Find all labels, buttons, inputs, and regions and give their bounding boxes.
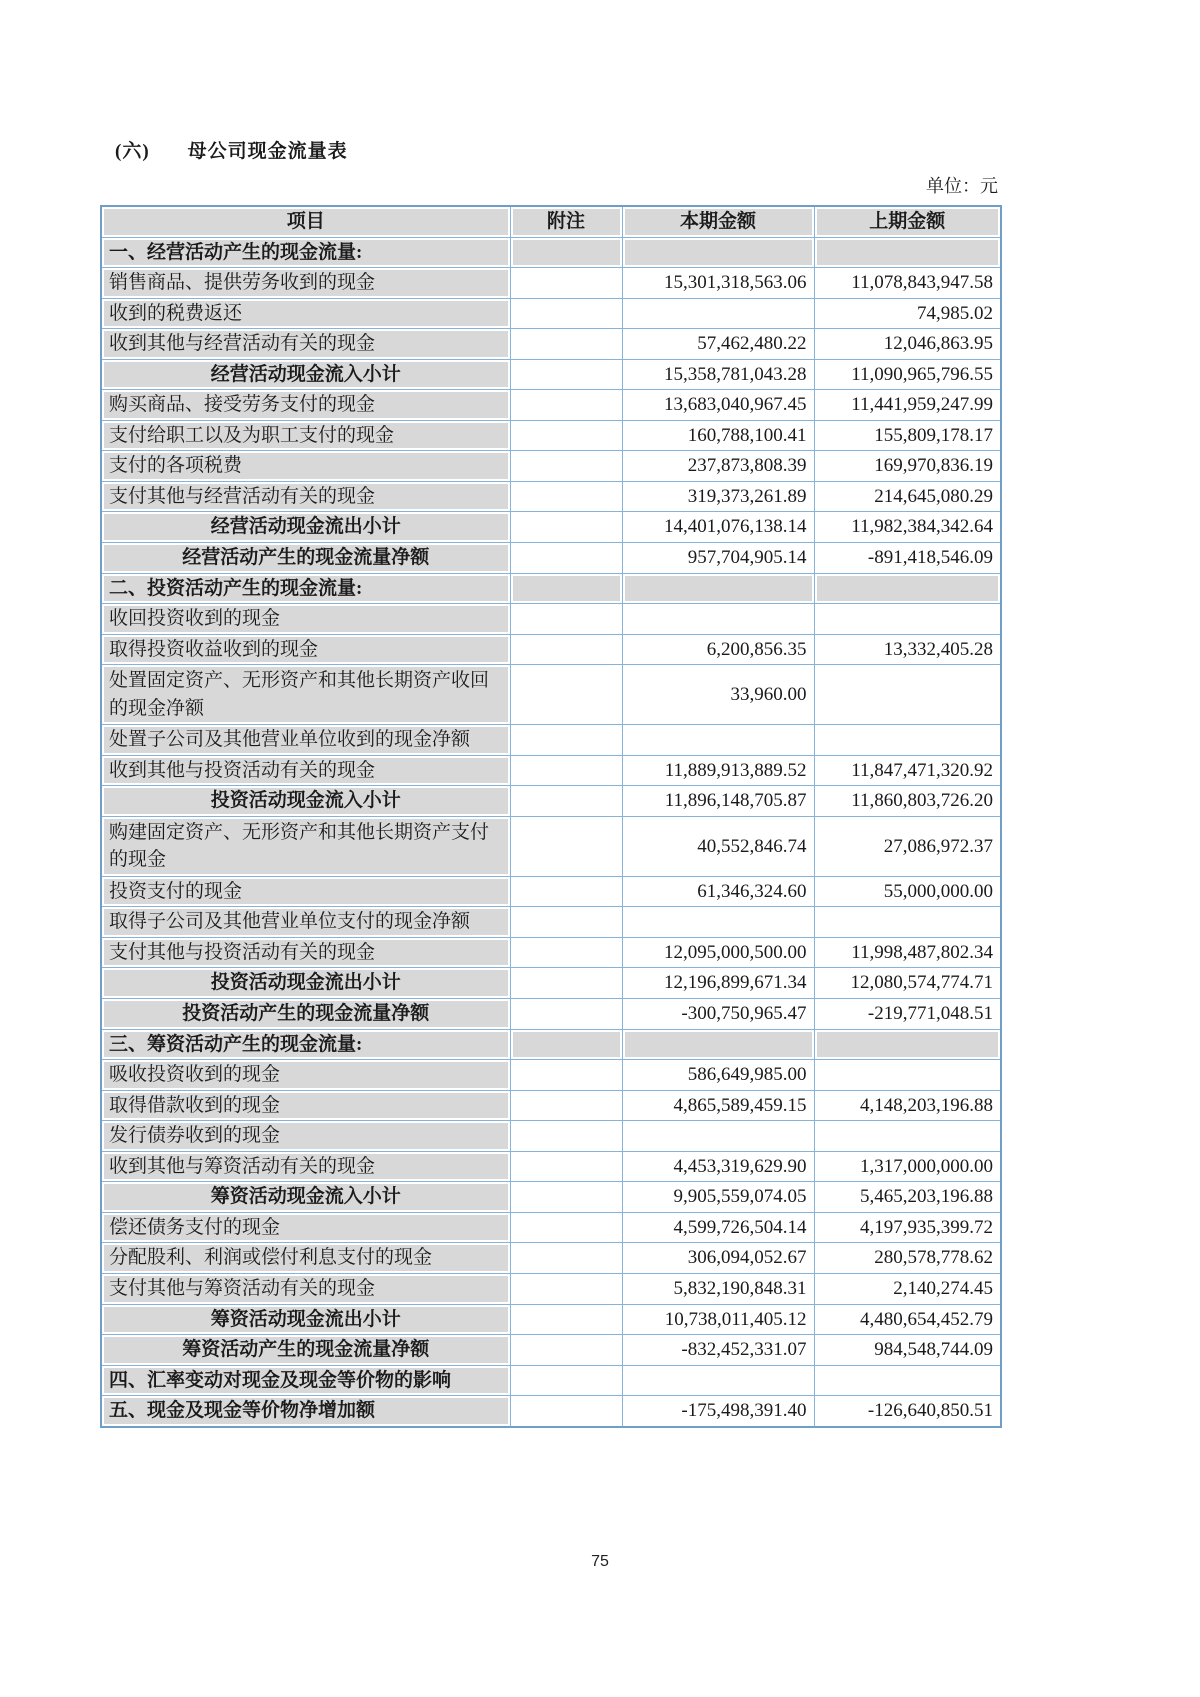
item-cell: 购建固定资产、无形资产和其他长期资产支付的现金	[101, 816, 510, 876]
table-row	[101, 999, 1001, 1030]
current-amount-cell: 586,649,985.00	[622, 1060, 814, 1091]
current-amount-cell	[622, 298, 814, 329]
table-row	[101, 786, 1001, 817]
table-row	[101, 481, 1001, 512]
current-amount-cell: 5,832,190,848.31	[622, 1273, 814, 1304]
current-amount-cell	[622, 1029, 814, 1060]
current-amount-cell: 9,905,559,074.05	[622, 1182, 814, 1213]
prior-amount-cell: 155,809,178.17	[814, 420, 1001, 451]
note-cell	[510, 1090, 622, 1121]
current-amount-cell: 57,462,480.22	[622, 329, 814, 360]
table-row	[101, 1182, 1001, 1213]
table-row	[101, 755, 1001, 786]
header-current-period: 本期金额	[622, 206, 814, 237]
note-cell	[510, 298, 622, 329]
note-cell	[510, 999, 622, 1030]
current-amount-cell: 306,094,052.67	[622, 1243, 814, 1274]
prior-amount-cell: 984,548,744.09	[814, 1335, 1001, 1366]
item-cell: 取得子公司及其他营业单位支付的现金净额	[101, 907, 510, 938]
current-amount-cell	[622, 1121, 814, 1152]
prior-amount-cell: 12,080,574,774.71	[814, 968, 1001, 999]
note-cell	[510, 359, 622, 390]
note-cell	[510, 1273, 622, 1304]
header-prior-period: 上期金额	[814, 206, 1001, 237]
note-cell	[510, 481, 622, 512]
current-amount-cell	[622, 1365, 814, 1396]
prior-amount-cell	[814, 1365, 1001, 1396]
table-row	[101, 1212, 1001, 1243]
item-cell: 处置固定资产、无形资产和其他长期资产收回的现金净额	[101, 665, 510, 725]
note-cell	[510, 1365, 622, 1396]
table-row	[101, 359, 1001, 390]
item-cell: 四、汇率变动对现金及现金等价物的影响	[101, 1365, 510, 1396]
item-cell: 收到其他与投资活动有关的现金	[101, 755, 510, 786]
table-row	[101, 968, 1001, 999]
note-cell	[510, 1243, 622, 1274]
current-amount-cell: 4,865,589,459.15	[622, 1090, 814, 1121]
prior-amount-cell: 4,197,935,399.72	[814, 1212, 1001, 1243]
note-cell	[510, 634, 622, 665]
table-row	[101, 1243, 1001, 1274]
prior-amount-cell	[814, 907, 1001, 938]
table-header-row	[101, 206, 1001, 237]
item-cell: 销售商品、提供劳务收到的现金	[101, 268, 510, 299]
prior-amount-cell	[814, 573, 1001, 604]
current-amount-cell: 12,095,000,500.00	[622, 937, 814, 968]
table-row	[101, 237, 1001, 268]
table-row	[101, 876, 1001, 907]
prior-amount-cell	[814, 725, 1001, 756]
prior-amount-cell	[814, 1029, 1001, 1060]
prior-amount-cell	[814, 237, 1001, 268]
table-row	[101, 1090, 1001, 1121]
note-cell	[510, 1060, 622, 1091]
table-row	[101, 1060, 1001, 1091]
item-cell: 支付给职工以及为职工支付的现金	[101, 420, 510, 451]
prior-amount-cell: 11,982,384,342.64	[814, 512, 1001, 543]
current-amount-cell	[622, 573, 814, 604]
item-cell: 支付其他与经营活动有关的现金	[101, 481, 510, 512]
prior-amount-cell: 11,847,471,320.92	[814, 755, 1001, 786]
prior-amount-cell: 11,441,959,247.99	[814, 390, 1001, 421]
note-cell	[510, 237, 622, 268]
note-cell	[510, 816, 622, 876]
current-amount-cell: 319,373,261.89	[622, 481, 814, 512]
table-row	[101, 573, 1001, 604]
header-item: 项目	[101, 206, 510, 237]
current-amount-cell: -300,750,965.47	[622, 999, 814, 1030]
current-amount-cell: 61,346,324.60	[622, 876, 814, 907]
item-cell: 筹资活动现金流入小计	[101, 1182, 510, 1213]
prior-amount-cell	[814, 665, 1001, 725]
item-cell: 购买商品、接受劳务支付的现金	[101, 390, 510, 421]
item-cell: 五、现金及现金等价物净增加额	[101, 1396, 510, 1427]
current-amount-cell: 4,599,726,504.14	[622, 1212, 814, 1243]
table-row	[101, 329, 1001, 360]
current-amount-cell: 12,196,899,671.34	[622, 968, 814, 999]
item-cell: 筹资活动产生的现金流量净额	[101, 1335, 510, 1366]
section-number: (六)	[115, 141, 150, 162]
note-cell	[510, 1151, 622, 1182]
prior-amount-cell	[814, 604, 1001, 635]
note-cell	[510, 604, 622, 635]
table-row	[101, 1365, 1001, 1396]
table-row	[101, 1335, 1001, 1366]
table-row	[101, 298, 1001, 329]
item-cell: 三、筹资活动产生的现金流量:	[101, 1029, 510, 1060]
item-cell: 投资活动产生的现金流量净额	[101, 999, 510, 1030]
statement-title: 母公司现金流量表	[187, 141, 348, 162]
note-cell	[510, 907, 622, 938]
prior-amount-cell: 74,985.02	[814, 298, 1001, 329]
prior-amount-cell: 27,086,972.37	[814, 816, 1001, 876]
note-cell	[510, 937, 622, 968]
table-row	[101, 907, 1001, 938]
table-row	[101, 1396, 1001, 1427]
current-amount-cell: -175,498,391.40	[622, 1396, 814, 1427]
item-cell: 投资活动现金流出小计	[101, 968, 510, 999]
note-cell	[510, 573, 622, 604]
prior-amount-cell: 11,860,803,726.20	[814, 786, 1001, 817]
prior-amount-cell: 11,078,843,947.58	[814, 268, 1001, 299]
item-cell: 取得借款收到的现金	[101, 1090, 510, 1121]
prior-amount-cell: 13,332,405.28	[814, 634, 1001, 665]
note-cell	[510, 390, 622, 421]
prior-amount-cell: 280,578,778.62	[814, 1243, 1001, 1274]
item-cell: 取得投资收益收到的现金	[101, 634, 510, 665]
prior-amount-cell: 11,998,487,802.34	[814, 937, 1001, 968]
header-note: 附注	[510, 206, 622, 237]
note-cell	[510, 876, 622, 907]
item-cell: 支付其他与投资活动有关的现金	[101, 937, 510, 968]
table-row	[101, 604, 1001, 635]
current-amount-cell: 160,788,100.41	[622, 420, 814, 451]
note-cell	[510, 1121, 622, 1152]
table-row	[101, 1151, 1001, 1182]
current-amount-cell	[622, 237, 814, 268]
item-cell: 收到其他与筹资活动有关的现金	[101, 1151, 510, 1182]
prior-amount-cell: 4,480,654,452.79	[814, 1304, 1001, 1335]
note-cell	[510, 1029, 622, 1060]
item-cell: 经营活动产生的现金流量净额	[101, 543, 510, 574]
prior-amount-cell: -891,418,546.09	[814, 543, 1001, 574]
current-amount-cell: 15,358,781,043.28	[622, 359, 814, 390]
item-cell: 支付的各项税费	[101, 451, 510, 482]
item-cell: 一、经营活动产生的现金流量:	[101, 237, 510, 268]
item-cell: 收到其他与经营活动有关的现金	[101, 329, 510, 360]
note-cell	[510, 1182, 622, 1213]
table-row	[101, 1273, 1001, 1304]
current-amount-cell: 237,873,808.39	[622, 451, 814, 482]
current-amount-cell: 11,896,148,705.87	[622, 786, 814, 817]
item-cell: 偿还债务支付的现金	[101, 1212, 510, 1243]
note-cell	[510, 1304, 622, 1335]
note-cell	[510, 725, 622, 756]
item-cell: 支付其他与筹资活动有关的现金	[101, 1273, 510, 1304]
note-cell	[510, 968, 622, 999]
prior-amount-cell: 1,317,000,000.00	[814, 1151, 1001, 1182]
current-amount-cell: 10,738,011,405.12	[622, 1304, 814, 1335]
prior-amount-cell: -219,771,048.51	[814, 999, 1001, 1030]
note-cell	[510, 665, 622, 725]
current-amount-cell: 14,401,076,138.14	[622, 512, 814, 543]
item-cell: 收回投资收到的现金	[101, 604, 510, 635]
current-amount-cell: 4,453,319,629.90	[622, 1151, 814, 1182]
current-amount-cell: 11,889,913,889.52	[622, 755, 814, 786]
current-amount-cell	[622, 907, 814, 938]
current-amount-cell: 15,301,318,563.06	[622, 268, 814, 299]
page-number: 75	[591, 1553, 609, 1570]
item-cell: 经营活动现金流出小计	[101, 512, 510, 543]
current-amount-cell: 957,704,905.14	[622, 543, 814, 574]
table-row	[101, 1029, 1001, 1060]
table-row	[101, 816, 1001, 876]
table-row	[101, 390, 1001, 421]
current-amount-cell	[622, 604, 814, 635]
prior-amount-cell: 5,465,203,196.88	[814, 1182, 1001, 1213]
cash-flow-table	[100, 205, 1002, 1428]
item-cell: 经营活动现金流入小计	[101, 359, 510, 390]
note-cell	[510, 786, 622, 817]
table-row	[101, 634, 1001, 665]
table-row	[101, 420, 1001, 451]
item-cell: 发行债券收到的现金	[101, 1121, 510, 1152]
note-cell	[510, 420, 622, 451]
current-amount-cell: -832,452,331.07	[622, 1335, 814, 1366]
table-row	[101, 1304, 1001, 1335]
note-cell	[510, 451, 622, 482]
table-row	[101, 1121, 1001, 1152]
table-row	[101, 725, 1001, 756]
note-cell	[510, 329, 622, 360]
item-cell: 分配股利、利润或偿付利息支付的现金	[101, 1243, 510, 1274]
prior-amount-cell: 12,046,863.95	[814, 329, 1001, 360]
current-amount-cell: 40,552,846.74	[622, 816, 814, 876]
current-amount-cell	[622, 725, 814, 756]
current-amount-cell: 33,960.00	[622, 665, 814, 725]
table-row	[101, 451, 1001, 482]
table-row	[101, 512, 1001, 543]
item-cell: 筹资活动现金流出小计	[101, 1304, 510, 1335]
prior-amount-cell	[814, 1060, 1001, 1091]
item-cell: 投资支付的现金	[101, 876, 510, 907]
prior-amount-cell: 2,140,274.45	[814, 1273, 1001, 1304]
prior-amount-cell: 169,970,836.19	[814, 451, 1001, 482]
table-row	[101, 268, 1001, 299]
cashflow-table-body	[101, 237, 1001, 1427]
note-cell	[510, 1396, 622, 1427]
page-title	[115, 136, 348, 163]
current-amount-cell: 6,200,856.35	[622, 634, 814, 665]
item-cell: 吸收投资收到的现金	[101, 1060, 510, 1091]
current-amount-cell: 13,683,040,967.45	[622, 390, 814, 421]
table-row	[101, 543, 1001, 574]
item-cell: 二、投资活动产生的现金流量:	[101, 573, 510, 604]
item-cell: 投资活动现金流入小计	[101, 786, 510, 817]
item-cell: 处置子公司及其他营业单位收到的现金净额	[101, 725, 510, 756]
unit-label: 单位：元	[926, 176, 998, 196]
table-row	[101, 937, 1001, 968]
note-cell	[510, 543, 622, 574]
note-cell	[510, 512, 622, 543]
table-row	[101, 665, 1001, 725]
prior-amount-cell: 4,148,203,196.88	[814, 1090, 1001, 1121]
prior-amount-cell: 55,000,000.00	[814, 876, 1001, 907]
prior-amount-cell: -126,640,850.51	[814, 1396, 1001, 1427]
prior-amount-cell: 11,090,965,796.55	[814, 359, 1001, 390]
item-cell: 收到的税费返还	[101, 298, 510, 329]
prior-amount-cell: 214,645,080.29	[814, 481, 1001, 512]
note-cell	[510, 1212, 622, 1243]
prior-amount-cell	[814, 1121, 1001, 1152]
note-cell	[510, 1335, 622, 1366]
note-cell	[510, 268, 622, 299]
note-cell	[510, 755, 622, 786]
